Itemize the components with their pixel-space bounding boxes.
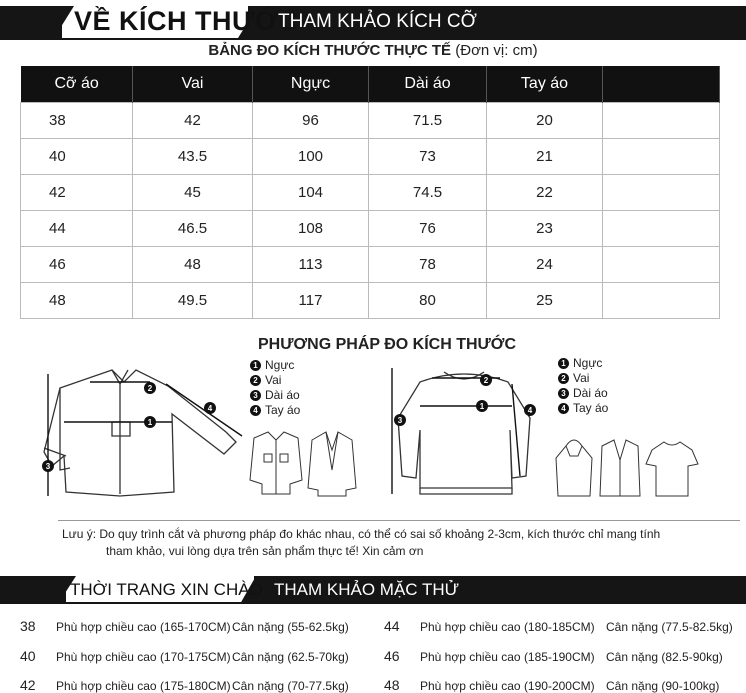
sleeve-line — [166, 384, 242, 436]
cell: 113 — [253, 246, 369, 282]
cell — [603, 174, 720, 210]
rec-height: Phù hợp chiều cao (180-185CM) — [420, 620, 595, 634]
marker-1 — [144, 416, 156, 428]
bottom-title-left: THỜI TRANG XIN CHÀO — [70, 580, 263, 599]
table-header-row — [21, 66, 720, 102]
table-row — [21, 102, 720, 138]
rec-height: Phù hợp chiều cao (170-175CM) — [56, 650, 231, 664]
legend-number: 4 — [558, 403, 569, 414]
legend-item — [250, 373, 300, 388]
col-header-size: Cỡ áo — [21, 66, 133, 102]
marker-4-right — [524, 404, 536, 416]
svg-text:2: 2 — [147, 384, 153, 393]
legend-label: Tay áo — [265, 403, 301, 417]
cell: 74.5 — [369, 174, 487, 210]
legend-number: 2 — [250, 375, 261, 386]
legend-label: Ngực — [573, 356, 603, 370]
jacket-thumbnail — [250, 432, 302, 494]
legend-label: Tay áo — [573, 401, 609, 415]
cell: 71.5 — [369, 102, 487, 138]
recommendation-row — [20, 648, 349, 664]
marker-4 — [204, 402, 216, 414]
svg-text:1: 1 — [147, 418, 153, 427]
marker-1-right — [476, 400, 488, 412]
rec-weight: Cân nặng (62.5-70kg) — [232, 650, 349, 664]
sweater-illustration — [398, 372, 530, 494]
svg-text:2: 2 — [483, 376, 489, 385]
cell: 22 — [487, 174, 603, 210]
rec-weight: Cân nặng (55-62.5kg) — [232, 620, 349, 634]
cell: 20 — [487, 102, 603, 138]
rec-size: 44 — [384, 618, 400, 634]
legend-item — [558, 386, 608, 401]
cell: 46.5 — [133, 210, 253, 246]
legend-label: Vai — [265, 373, 282, 387]
svg-text:1: 1 — [479, 402, 485, 411]
legend-item — [558, 356, 608, 371]
cardigan-thumbnail — [600, 440, 640, 496]
marker-2 — [144, 382, 156, 394]
header-left-bar — [0, 6, 62, 38]
legend-label: Dài áo — [265, 388, 300, 402]
shirt-illustration — [44, 370, 236, 496]
cell: 24 — [487, 246, 603, 282]
recommendation-row — [20, 618, 349, 634]
legend-item — [250, 403, 300, 418]
cell: 42 — [21, 174, 133, 210]
cell: 44 — [21, 210, 133, 246]
table-row — [21, 138, 720, 174]
cell: 108 — [253, 210, 369, 246]
cell: 40 — [21, 138, 133, 174]
legend-item — [558, 371, 608, 386]
size-table — [20, 66, 720, 319]
cell — [603, 138, 720, 174]
col-header-chest: Ngực — [253, 66, 369, 102]
rec-size: 46 — [384, 648, 400, 664]
cell: 78 — [369, 246, 487, 282]
cell: 45 — [133, 174, 253, 210]
table-title — [0, 42, 746, 59]
legend-number: 1 — [558, 358, 569, 369]
rec-weight: Cân nặng (82.5-90kg) — [606, 650, 723, 664]
cell — [603, 102, 720, 138]
rec-size: 38 — [20, 618, 36, 634]
marker-2-right — [480, 374, 492, 386]
cell: 76 — [369, 210, 487, 246]
col-header-shoulder: Vai — [133, 66, 253, 102]
legend-left — [250, 358, 300, 418]
legend-number: 3 — [250, 390, 261, 401]
marker-3 — [42, 460, 54, 472]
legend-item — [250, 358, 300, 373]
rec-size: 40 — [20, 648, 36, 664]
cell: 42 — [133, 102, 253, 138]
legend-number: 1 — [250, 360, 261, 371]
legend-number: 2 — [558, 373, 569, 384]
hoodie-thumbnail — [556, 440, 592, 496]
legend-item — [250, 388, 300, 403]
blazer-thumbnail — [308, 432, 356, 496]
rec-weight: Cân nặng (90-100kg) — [606, 679, 720, 693]
cell: 23 — [487, 210, 603, 246]
legend-label: Vai — [573, 371, 590, 385]
cell — [603, 246, 720, 282]
header-left-slant — [54, 6, 74, 38]
table-title-text: BẢNG ĐO KÍCH THƯỚC THỰC TẾ — [208, 42, 452, 59]
page-subtitle: THAM KHẢO KÍCH CỠ — [278, 11, 477, 32]
cell: 48 — [133, 246, 253, 282]
measurement-note — [62, 526, 722, 560]
legend-label: Ngực — [265, 358, 295, 372]
svg-text:4: 4 — [527, 406, 533, 415]
cell: 46 — [21, 246, 133, 282]
recommendation-row — [384, 648, 723, 664]
cell: 49.5 — [133, 282, 253, 318]
legend-number: 4 — [250, 405, 261, 416]
cell: 96 — [253, 102, 369, 138]
recommendation-row — [384, 677, 719, 693]
rec-height: Phù hợp chiều cao (185-190CM) — [420, 650, 595, 664]
header-underline — [0, 38, 746, 40]
svg-text:4: 4 — [207, 404, 213, 413]
table-unit: (Đơn vị: cm) — [455, 42, 538, 59]
table-row — [21, 282, 720, 318]
cell: 38 — [21, 102, 133, 138]
table-row — [21, 210, 720, 246]
rec-size: 48 — [384, 677, 400, 693]
bottom-title-right: THAM KHẢO MẶC THỬ — [274, 580, 460, 599]
page-title: VỀ KÍCH THƯỚC — [74, 6, 299, 36]
cell: 73 — [369, 138, 487, 174]
legend-label: Dài áo — [573, 386, 608, 400]
cell: 21 — [487, 138, 603, 174]
legend-item — [558, 401, 608, 416]
cell: 48 — [21, 282, 133, 318]
tshirt-thumbnail — [646, 442, 698, 496]
recommendation-row — [20, 677, 349, 693]
svg-text:3: 3 — [45, 462, 51, 471]
note-line-2: tham khảo, vui lòng dựa trên sản phẩm thực tế! Xin cảm ơn — [106, 544, 424, 558]
legend-number: 3 — [558, 388, 569, 399]
bottom-header-left-bar — [0, 576, 66, 604]
rec-height: Phù hợp chiều cao (190-200CM) — [420, 679, 595, 693]
recommendation-row — [384, 618, 733, 634]
method-title: PHƯƠNG PHÁP ĐO KÍCH THƯỚC — [258, 336, 517, 353]
cell: 100 — [253, 138, 369, 174]
cell — [603, 210, 720, 246]
marker-3-right — [394, 414, 406, 426]
legend-right — [558, 356, 608, 416]
cell: 43.5 — [133, 138, 253, 174]
cell: 25 — [487, 282, 603, 318]
rec-weight: Cân nặng (77.5-82.5kg) — [606, 620, 733, 634]
rec-size: 42 — [20, 677, 36, 693]
cell: 80 — [369, 282, 487, 318]
rec-weight: Cân nặng (70-77.5kg) — [232, 679, 349, 693]
cell — [603, 282, 720, 318]
table-row — [21, 246, 720, 282]
cell: 117 — [253, 282, 369, 318]
table-row — [21, 174, 720, 210]
note-divider — [58, 520, 740, 521]
note-line-1: Lưu ý: Do quy trình cắt và phương pháp đo khác nhau, có thể có sai số khoảng 2-3cm, kích thước chỉ mang tính — [62, 527, 661, 541]
col-header-length: Dài áo — [369, 66, 487, 102]
rec-height: Phù hợp chiều cao (175-180CM) — [56, 679, 231, 693]
measurement-illustrations — [0, 360, 746, 520]
cell: 104 — [253, 174, 369, 210]
bottom-header-underline — [0, 602, 746, 604]
sleeve-line-right — [512, 384, 520, 476]
rec-height: Phù hợp chiều cao (165-170CM) — [56, 620, 231, 634]
col-header-empty — [603, 66, 720, 102]
col-header-sleeve: Tay áo — [487, 66, 603, 102]
svg-text:3: 3 — [397, 416, 403, 425]
